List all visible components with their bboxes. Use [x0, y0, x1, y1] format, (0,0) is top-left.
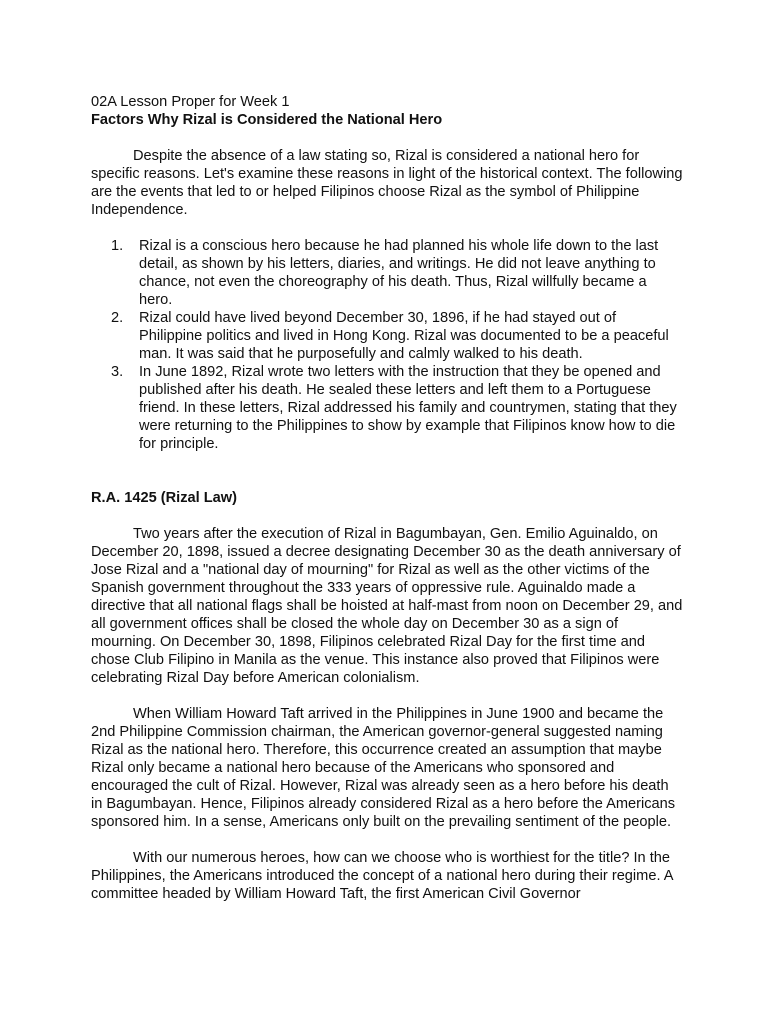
document-page — [91, 93, 683, 903]
spacer — [91, 687, 683, 705]
spacer — [91, 831, 683, 849]
list-item-text: Rizal is a conscious hero because he had planned his whole life down to the last detail, as shown by his letters, diaries, and writings. He did not leave anything to chance, not even the choreography of his death. Thus, Rizal willfully became a hero. — [139, 238, 659, 308]
section-heading: R.A. 1425 (Rizal Law) — [91, 490, 237, 506]
list-item-number: 2. — [111, 310, 124, 326]
intro-paragraph: Despite the absence of a law stating so, Rizal is considered a national hero for specific reasons. Let's examine these reasons in light of the historical context. The following are the events that led to or helped Filipinos choose Rizal as the symbol of Philippine Independence. — [91, 148, 683, 218]
body-paragraph: Two years after the execution of Rizal in Bagumbayan, Gen. Emilio Aguinaldo, on December 20, 1898, issued a decree designating December 30 as the death anniversary of Jose Rizal and a "national day of mourning" for Rizal as well as the other victims of the Spanish government throughout the 333 years of oppressive rule. Aguinaldo made a directive that all national flags shall be hoisted at half-mast from noon on December 29, and all government offices shall be closed the whole day on December 30 as a sign of mourning. On December 30, 1898, Filipinos celebrated Rizal Day for the first time and chose Club Filipino in Manila as the venue. This instance also proved that Filipinos were celebrating Rizal Day before American colonialism. — [91, 526, 683, 686]
list-item-number: 3. — [111, 364, 124, 380]
list-item-text: Rizal could have lived beyond December 30, 1896, if he had stayed out of Philippine politics and lived in Hong Kong. Rizal was documented to be a peaceful man. It was said that he purposefully and calmly walked to his death. — [139, 310, 669, 362]
list-item-text: In June 1892, Rizal wrote two letters with the instruction that they be opened and published after his death. He sealed these letters and left them to a Portuguese friend. In these letters, Rizal addressed his family and countrymen, stating that they were returning to the Philippines to show by example that Filipinos know how to die for principle. — [139, 364, 677, 452]
spacer — [91, 453, 683, 471]
body-paragraph: With our numerous heroes, how can we choose who is worthiest for the title? In the Philippines, the Americans introduced the concept of a national hero during their regime. A committee headed by William Howard Taft, the first American Civil Governor — [91, 850, 673, 902]
lesson-subtitle: 02A Lesson Proper for Week 1 — [91, 94, 290, 110]
spacer — [91, 129, 683, 147]
list-item — [111, 309, 683, 363]
page-title: Factors Why Rizal is Considered the National Hero — [91, 112, 443, 128]
list-item — [111, 237, 683, 309]
body-paragraph: When William Howard Taft arrived in the Philippines in June 1900 and became the 2nd Philippine Commission chairman, the American governor-general suggested naming Rizal as the national hero. Therefore, this occurrence created an assumption that maybe Rizal only became a national hero because of the Americans who sponsored and encouraged the cult of Rizal. However, Rizal was already seen as a hero before his death in Bagumbayan. Hence, Filipinos already considered Rizal as a hero before the Americans sponsored him. In a sense, Americans only built on the prevailing sentiment of the people. — [91, 706, 676, 830]
spacer — [91, 471, 683, 489]
spacer — [91, 219, 683, 237]
list-item-number: 1. — [111, 238, 124, 254]
reasons-list — [91, 237, 683, 453]
spacer — [91, 507, 683, 525]
list-item — [111, 363, 683, 453]
